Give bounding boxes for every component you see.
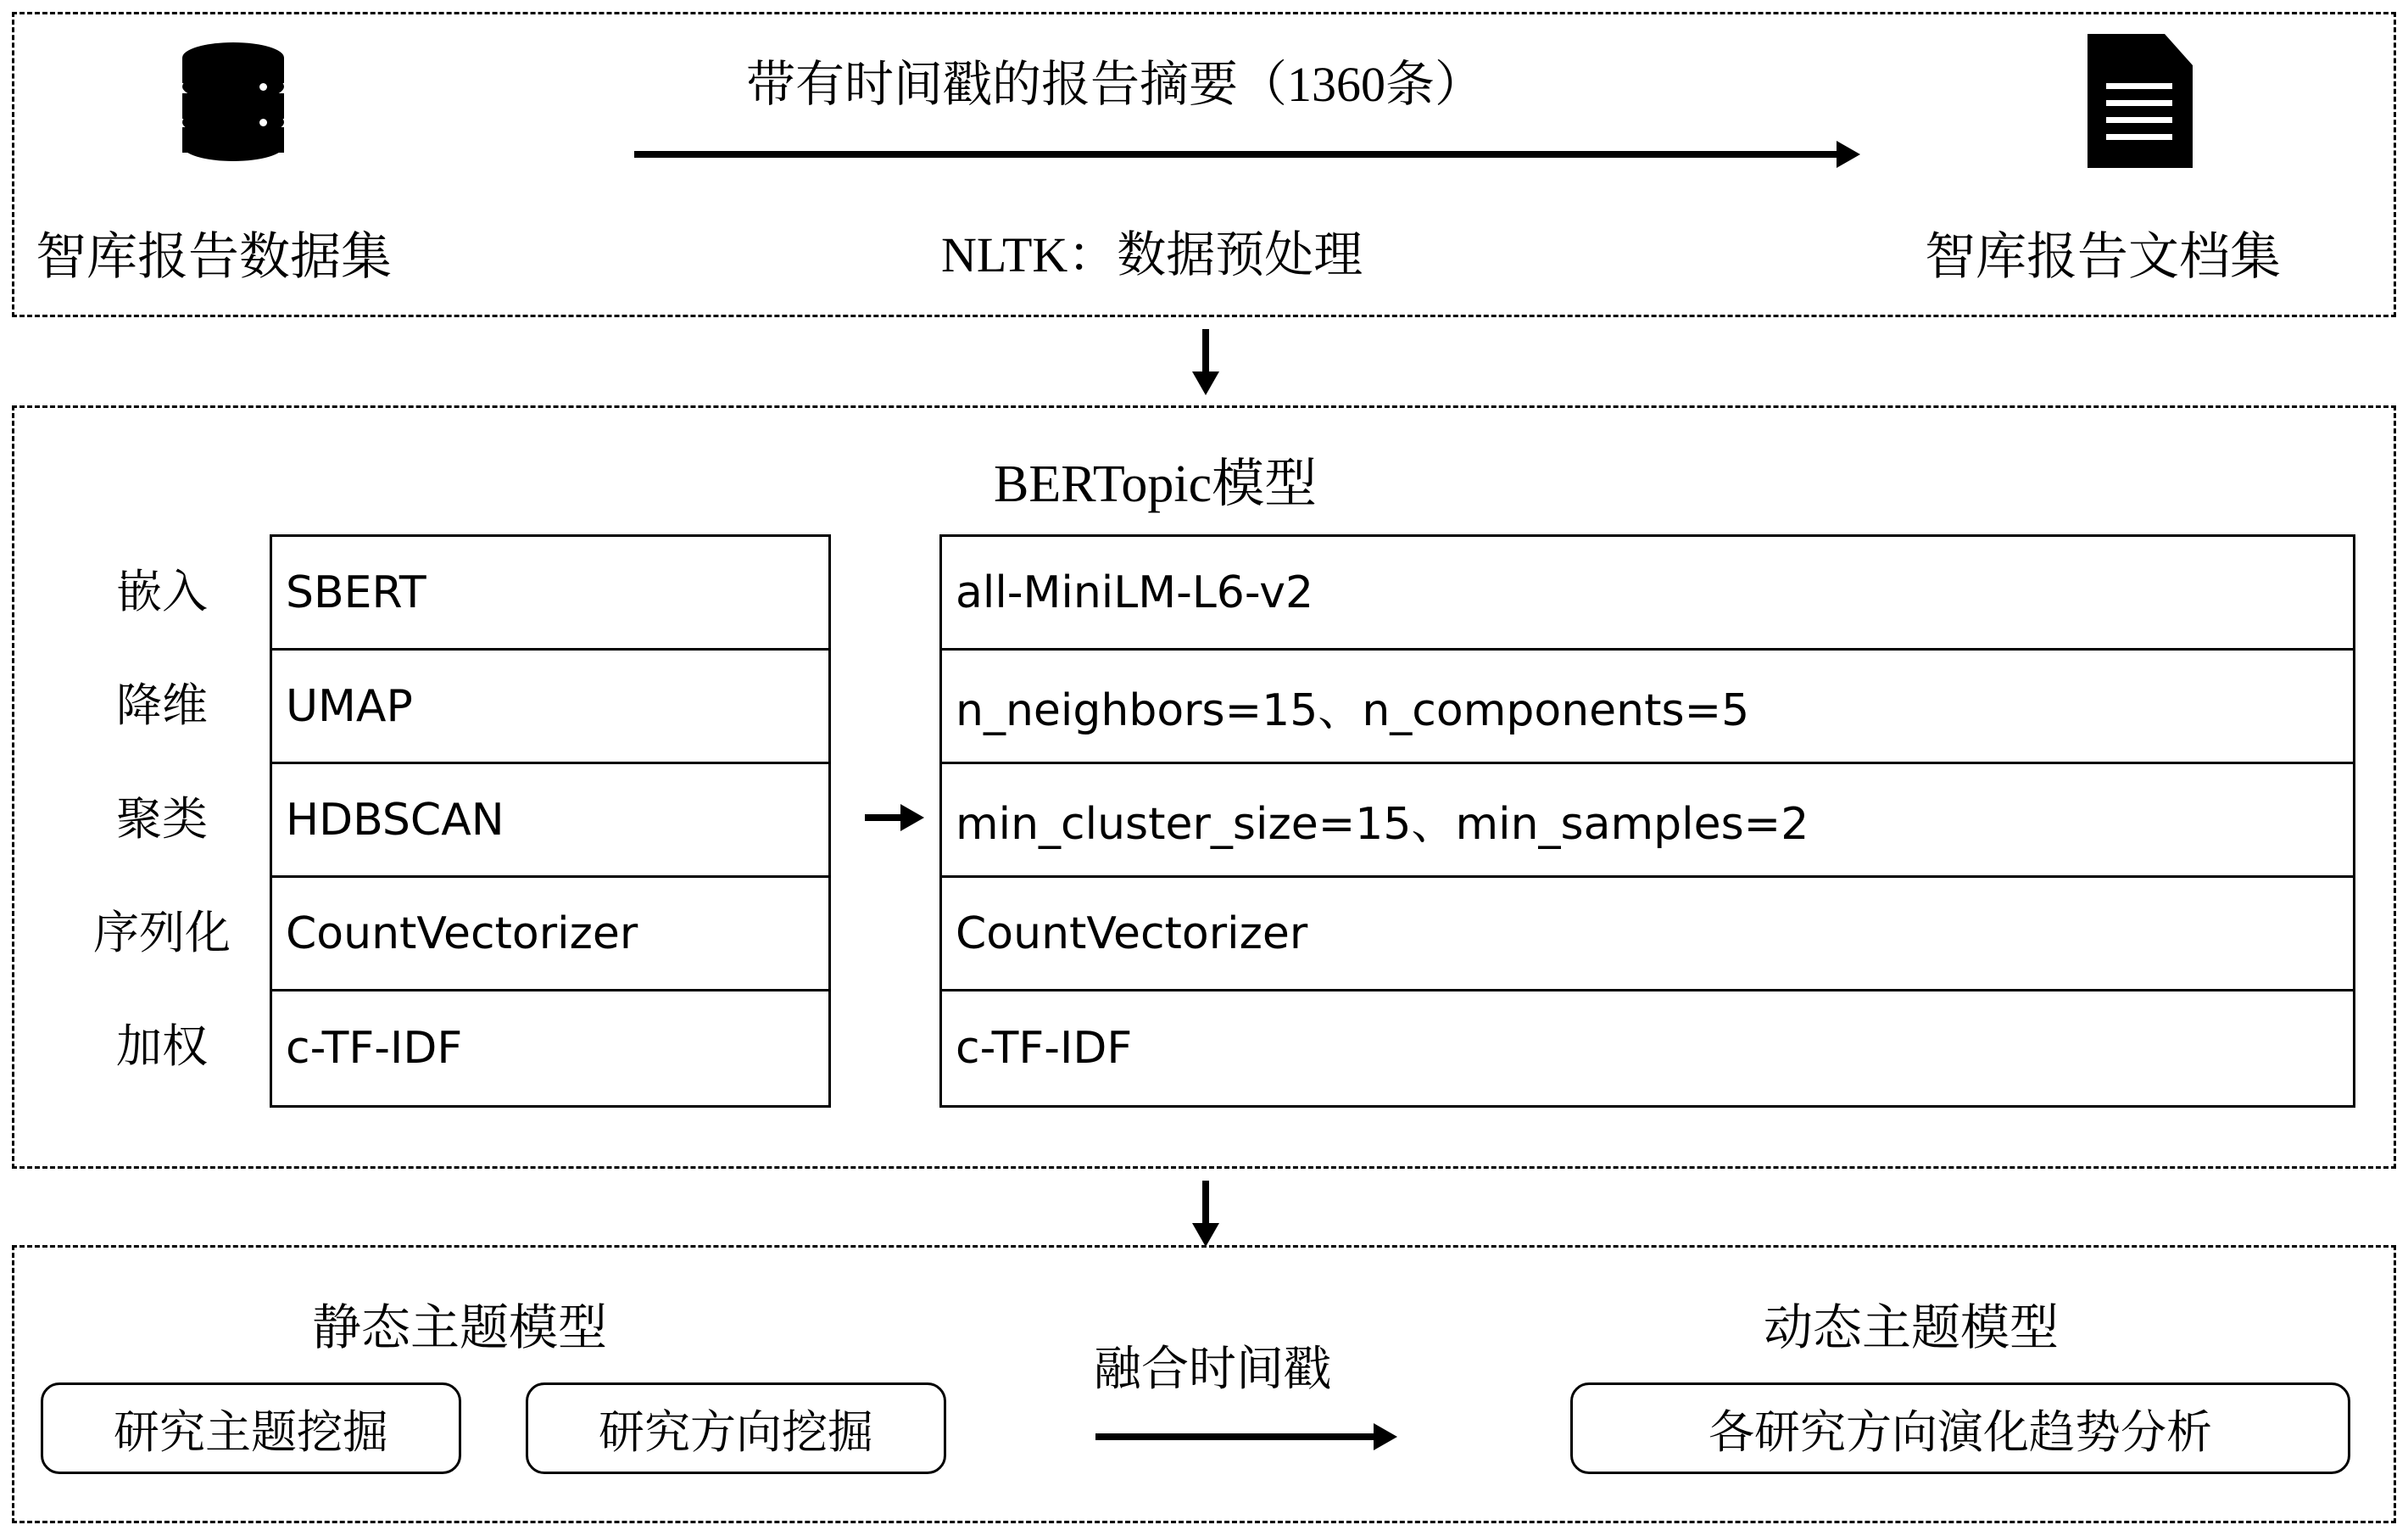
document-icon <box>2087 34 2193 168</box>
row-label-clustering: 聚类 <box>116 794 208 845</box>
docset-label: 智库报告文档集 <box>1925 229 2281 285</box>
component-cell: SBERT <box>272 537 828 651</box>
arrow-component-to-parameter <box>865 814 902 821</box>
parameter-cell: c-TF-IDF <box>956 1023 1133 1074</box>
arrow-top-label: 带有时间戳的报告摘要（1360条） <box>746 57 1485 112</box>
static-box-topic-mining: 研究主题挖掘 <box>41 1382 461 1474</box>
arrow-preprocess <box>634 151 1838 158</box>
fusion-timestamp-label: 融合时间戳 <box>1094 1343 1331 1396</box>
arrow-static-to-dynamic <box>1095 1433 1375 1440</box>
component-cell: HDBSCAN <box>272 764 828 878</box>
arrow-data-to-model <box>1202 329 1209 373</box>
arrow-bottom-label: NLTK：数据预处理 <box>941 227 1363 282</box>
dataset-label: 智库报告数据集 <box>36 229 392 285</box>
parameter-cell: CountVectorizer <box>942 878 2353 991</box>
row-label-tokenization: 序列化 <box>93 908 231 958</box>
component-table <box>270 534 831 1108</box>
parameter-cell: all-MiniLM-L6-v2 <box>942 537 2353 651</box>
row-label-embedding: 嵌入 <box>116 567 208 617</box>
component-cell: CountVectorizer <box>272 878 828 991</box>
parameter-table <box>939 534 2355 1108</box>
dynamic-box-evolution-analysis: 各研究方向演化趋势分析 <box>1570 1382 2350 1474</box>
parameter-cell: min_cluster_size=15、min_samples=2 <box>942 764 2353 878</box>
dynamic-model-title: 动态主题模型 <box>1764 1300 2060 1355</box>
component-cell: c-TF-IDF <box>286 1023 463 1074</box>
arrow-model-to-output <box>1202 1181 1209 1225</box>
static-model-title: 静态主题模型 <box>312 1300 608 1355</box>
component-cell: UMAP <box>272 651 828 764</box>
database-icon <box>182 42 284 161</box>
row-label-weighting: 加权 <box>116 1021 208 1072</box>
static-box-direction-mining: 研究方向挖掘 <box>526 1382 946 1474</box>
model-title: BERTopic模型 <box>994 455 1318 513</box>
row-label-dimreduction: 降维 <box>116 680 208 731</box>
parameter-cell: n_neighbors=15、n_components=5 <box>942 651 2353 764</box>
